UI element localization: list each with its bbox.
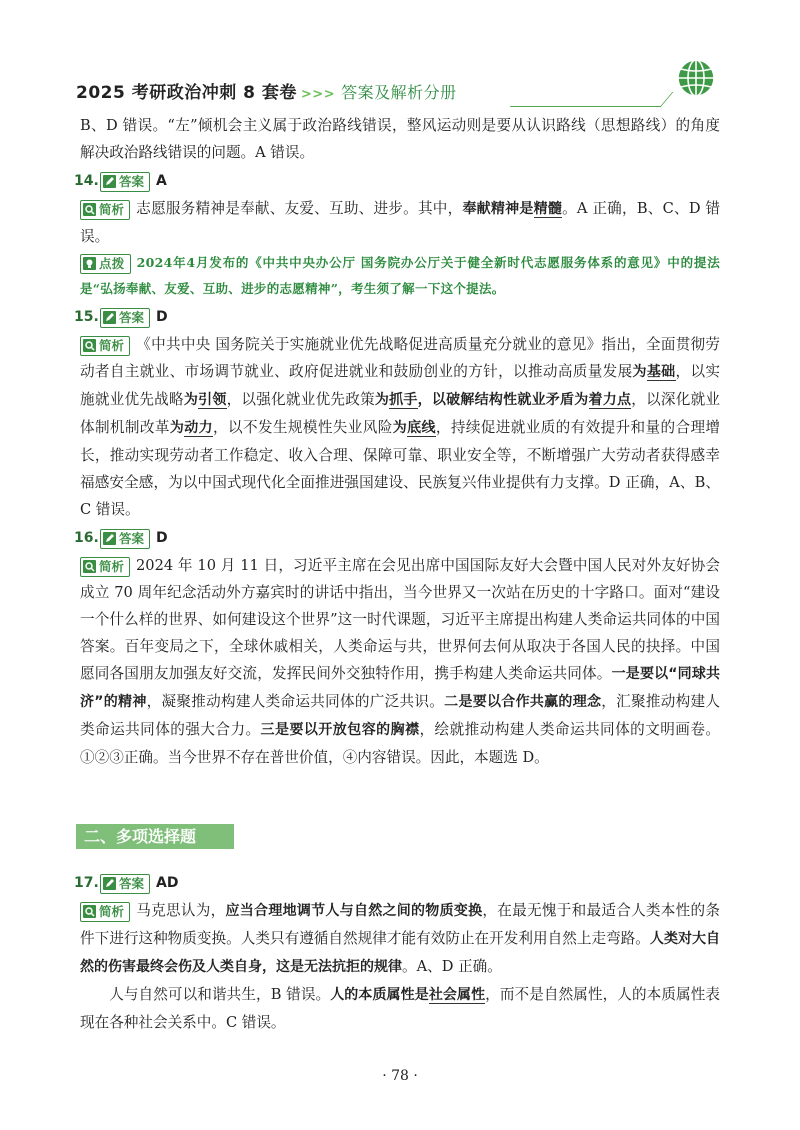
- question-17-header: [74, 870, 720, 897]
- magnifier-icon: [83, 203, 96, 216]
- answer-badge: 答案: [100, 529, 150, 549]
- intro-paragraph: B、D 错误。“左”倾机会主义属于政治路线错误，整风运动则是要从认识路线（思想路线）的角度解决政治路线错误的问题。A 错误。: [80, 117, 720, 161]
- analysis-paragraph: 简析 志愿服务精神是奉献、友爱、互助、进步。其中，奉献精神是精髓。A 正确，B、C、D 错误。: [80, 200, 720, 245]
- question-14-header: [74, 168, 720, 195]
- tip-paragraph: 点拨 2024年4月发布的《中共中央办公厅 国务院办公厅关于健全新时代志愿服务体系的意见》中的提法是“弘扬奉献、友爱、互助、进步的志愿精神”，考生须了解一下这个提法。: [80, 255, 720, 296]
- analysis-paragraph: 简析 马克思认为，应当合理地调节人与自然之间的物质变换，在最无愧于和最适合人类本性的条件下进行这种物质变换。人类只有遵循自然规律才能有效防止在开发利用自然上走弯路。人类对大自然的伤害最终会伤及人类自身，这是无法抗拒的规律。A、D 正确。: [80, 902, 720, 975]
- answer-badge: 答案: [100, 874, 150, 894]
- pencil-icon: [103, 175, 116, 188]
- answer-badge: 答案: [100, 308, 150, 328]
- globe-icon: [676, 58, 716, 98]
- answer-value: D: [156, 309, 168, 325]
- answer-value: D: [156, 530, 168, 546]
- analysis-paragraph-2: 人与自然可以和谐共生，B 错误。人的本质属性是社会属性，而不是自然属性，人的本质属性表现在各种社会关系中。C 错误。: [80, 986, 720, 1031]
- header-divider: [510, 92, 674, 107]
- question-16-header: [74, 525, 720, 552]
- magnifier-icon: [83, 905, 96, 918]
- lightbulb-icon: [83, 257, 96, 270]
- answer-value: A: [156, 173, 167, 189]
- answer-value: AD: [156, 875, 179, 891]
- page-number: · 78 ·: [382, 1068, 418, 1084]
- analysis-badge: 简析: [80, 902, 130, 922]
- header-arrows: >>>: [300, 87, 336, 102]
- analysis-paragraph: 简析 2024 年 10 月 11 日，习近平主席在会见出席中国国际友好大会暨中国人民对外友好协会成立 70 周年纪念活动外方嘉宾时的讲话中指出，当今世界又一次站在历史的十字路口。面对“建设一个什么样的世界、如何建设这个世界”这一时代课题，习近平主席提出构建人类命运共同体的中国答案。百年变局之下，全球休戚相关，人类命运与共，世界何去何从取决于各国人民的抉择。中国愿同各国朋友加强友好交流，发挥民间外交独特作用，携手构建人类命运共同体。一是要以“同球共济”的精神，凝聚推动构建人类命运共同体的广泛共识。二是要以合作共赢的理念，汇聚推动构建人类命运共同体的强大合力。三是要以开放包容的胸襟，绘就推动构建人类命运共同体的文明画卷。①②③正确。当今世界不存在普世价值，④内容错误。因此，本题选 D。: [80, 557, 721, 766]
- magnifier-icon: [83, 560, 96, 573]
- header-title: 2025 考研政治冲刺 8 套卷 >>> 答案及解析分册: [76, 83, 457, 103]
- question-number: 16.: [74, 530, 99, 546]
- header-subtitle: 答案及解析分册: [341, 83, 457, 102]
- page-header: [76, 70, 726, 110]
- section-heading: 二、多项选择题: [76, 824, 234, 849]
- page-content: [74, 112, 721, 771]
- magnifier-icon: [83, 339, 96, 352]
- answer-badge: 答案: [100, 172, 150, 192]
- question-number: 17.: [74, 875, 99, 891]
- analysis-badge: 简析: [80, 200, 130, 220]
- pencil-icon: [103, 877, 116, 890]
- analysis-badge: 简析: [80, 336, 130, 356]
- question-number: 15.: [74, 309, 99, 325]
- question-number: 14.: [74, 173, 99, 189]
- pencil-icon: [103, 311, 116, 324]
- pencil-icon: [103, 532, 116, 545]
- analysis-badge: 简析: [80, 557, 130, 577]
- analysis-paragraph: 简析 《中共中央 国务院关于实施就业优先战略促进高质量充分就业的意见》指出，全面贯彻劳动者自主就业、市场调节就业、政府促进就业和鼓励创业的方针，以推动高质量发展为基础，以实施就业优先战略为引领，以强化就业优先政策为抓手，以破解结构性就业矛盾为着力点，以深化就业体制机制改革为动力，以不发生规模性失业风险为底线，持续促进就业质的有效提升和量的合理增长，推动实现劳动者工作稳定、收入合理、保障可靠、职业安全等，不断增强广大劳动者获得感幸福感安全感，为以中国式现代化全面推进强国建设、民族复兴伟业提供有力支撑。D 正确，A、B、C 错误。: [80, 336, 721, 518]
- page-content-lower: [74, 868, 720, 1036]
- tip-badge: 点拨: [80, 254, 131, 274]
- question-15-header: [74, 304, 720, 331]
